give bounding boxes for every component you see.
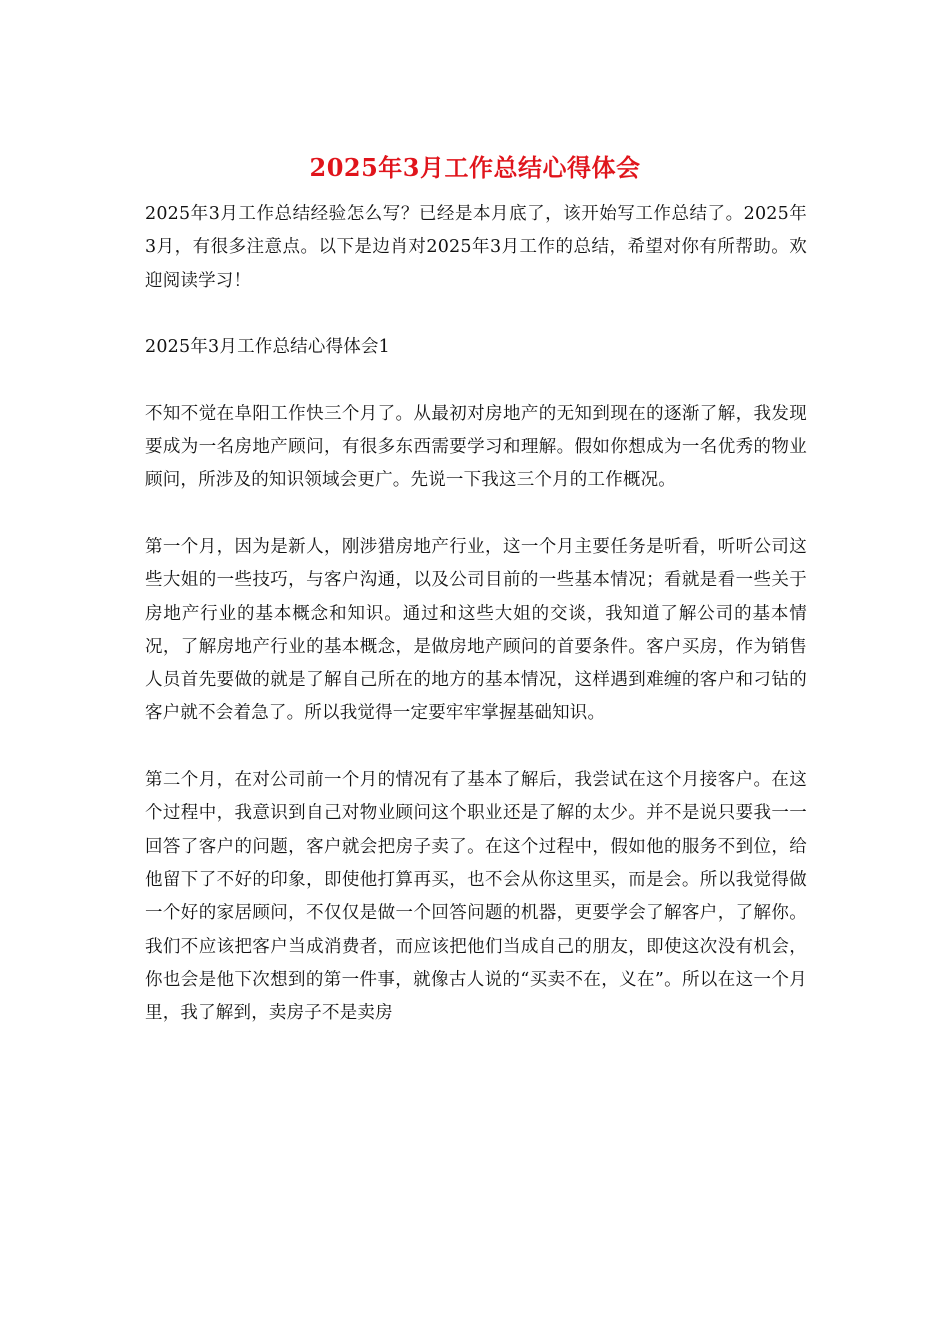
paragraph-overview: 不知不觉在阜阳工作快三个月了。从最初对房地产的无知到现在的逐渐了解，我发现要成为一名房地产顾问，有很多东西需要学习和理解。假如你想成为一名优秀的物业顾问，所涉及的知识领域会更广。先说一下我这三个月的工作概况。	[145, 403, 807, 491]
section-heading: 2025年3月工作总结心得体会1	[145, 337, 391, 358]
paragraph-first-month: 第一个月，因为是新人，刚涉猎房地产行业，这一个月主要任务是听看，听听公司这些大姐的一些技巧，与客户沟通，以及公司目前的一些基本情况；看就是看一些关于房地产行业的基本概念和知识。通过和这些大姐的交谈，我知道了解公司的基本情况，了解房地产行业的基本概念，是做房地产顾问的首要条件。客户买房，作为销售人员首先要做的就是了解自己所在的地方的基本情况，这样遇到难缠的客户和刁钻的客户就不会着急了。所以我觉得一定要牢牢掌握基础知识。	[145, 536, 807, 724]
document-title: 2025年3月工作总结心得体会	[309, 153, 641, 182]
paragraph-second-month: 第二个月，在对公司前一个月的情况有了基本了解后，我尝试在这个月接客户。在这个过程中，我意识到自己对物业顾问这个职业还是了解的太少。并不是说只要我一一回答了客户的问题，客户就会把房子卖了。在这个过程中，假如他的服务不到位，给他留下了不好的印象，即使他打算再买，也不会从你这里买，而是会。所以我觉得做一个好的家居顾问，不仅仅是做一个回答问题的机器，更要学会了解客户，了解你。我们不应该把客户当成消费者，而应该把他们当成自己的朋友，即使这次没有机会，你也会是他下次想到的第一件事，就像古人说的“买卖不在，义在”。所以在这一个月里，我了解到，卖房子不是卖房	[145, 770, 807, 1024]
document-body	[145, 198, 807, 1030]
paragraph-intro: 2025年3月工作总结经验怎么写？已经是本月底了，该开始写工作总结了。2025年3月，有很多注意点。以下是边肖对2025年3月工作的总结，希望对你有所帮助。欢迎阅读学习！	[145, 204, 807, 291]
